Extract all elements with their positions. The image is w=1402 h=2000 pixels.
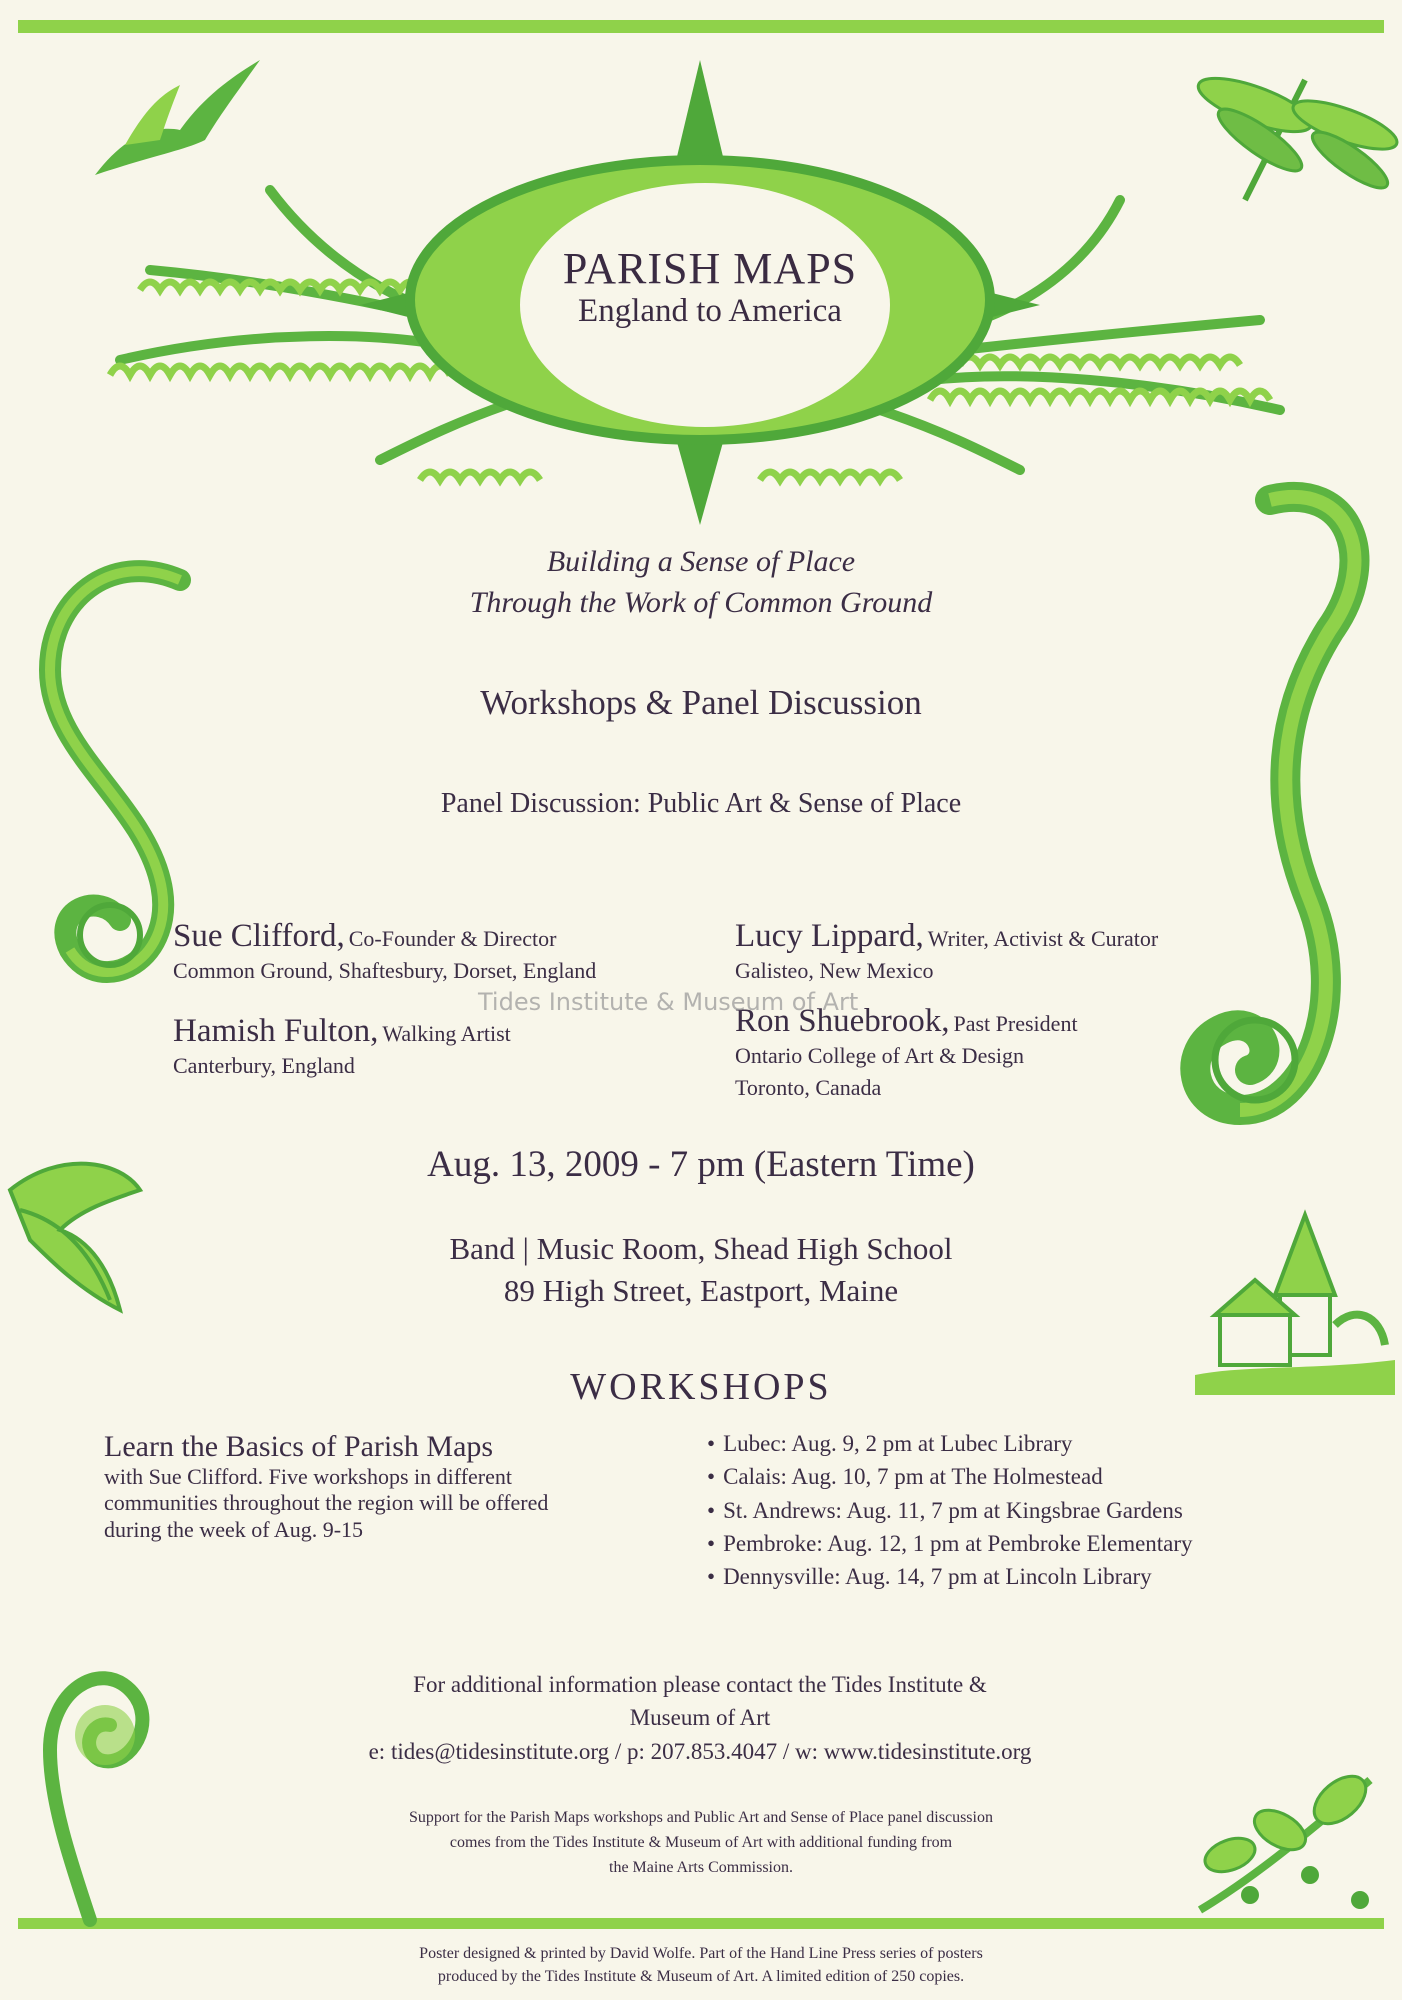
event-datetime: Aug. 13, 2009 - 7 pm (Eastern Time) [427, 1144, 975, 1185]
speaker-lucy-lippard [735, 918, 1158, 987]
title-block [470, 245, 950, 330]
support-line-3: the Maine Arts Commission. [609, 1858, 793, 1876]
bottom-left-fiddlehead [20, 1640, 170, 1930]
contact-block [300, 1668, 1100, 1768]
speaker-role: Walking Artist [382, 1021, 511, 1046]
support-line-1: Support for the Parish Maps workshops and Public Art and Sense of Place panel discussion [409, 1809, 993, 1826]
speaker-name: Ron Shuebrook, [735, 1003, 950, 1039]
workshops-intro-line: communities throughout the region will be offered [104, 1490, 549, 1516]
workshops-heading: WORKSHOPS [570, 1366, 832, 1408]
speaker-affiliation: Galisteo, New Mexico [735, 958, 934, 983]
support-line-2: comes from the Tides Institute & Museum of Art with additional funding from [449, 1833, 953, 1851]
support-block [0, 1806, 1402, 1880]
speaker-location: Toronto, Canada [735, 1074, 882, 1100]
speaker-hamish-fulton [173, 1013, 511, 1082]
speaker-name: Sue Clifford, [173, 918, 345, 954]
tagline [0, 542, 1402, 623]
speaker-ron-shuebrook [735, 1003, 1078, 1104]
workshop-sessions-list [707, 1427, 1193, 1594]
credits-line-2: produced by the Tides Institute & Museum of Art. A limited edition of 250 copies. [437, 1968, 965, 1986]
bottom-border-band [18, 1918, 1384, 1929]
speaker-affiliation: Ontario College of Art & Design [735, 1043, 1025, 1068]
speaker-affiliation: Canterbury, England [173, 1053, 355, 1078]
speaker-name: Lucy Lippard, [735, 918, 924, 954]
workshops-intro-line: during the week of Aug. 9-15 [104, 1516, 364, 1542]
poster-subtitle: England to America [578, 293, 842, 330]
dragonfly-icon [1185, 50, 1385, 210]
list-item: • Calais: Aug. 10, 7 pm at The Holmestead [707, 1460, 1193, 1493]
speaker-sue-clifford [173, 918, 596, 987]
event-venue [0, 1228, 1402, 1312]
credits-line-1: Poster designed & printed by David Wolfe. Part of the Hand Line Press series of posters [419, 1945, 983, 1962]
contact-line-3: e: tides@tidesinstitute.org / p: 207.853.4047 / w: www.tidesinstitute.org [368, 1738, 1032, 1764]
tagline-line-1: Building a Sense of Place [546, 545, 856, 578]
list-item: • St. Andrews: Aug. 11, 7 pm at Kingsbrae Gardens [707, 1494, 1193, 1527]
speaker-role: Past President [953, 1011, 1078, 1036]
speaker-role: Writer, Activist & Curator [927, 926, 1159, 951]
list-item: • Lubec: Aug. 9, 2 pm at Lubec Library [707, 1427, 1193, 1460]
list-item: • Dennysville: Aug. 14, 7 pm at Lincoln Library [707, 1560, 1193, 1593]
tagline-line-2: Through the Work of Common Ground [469, 585, 933, 619]
contact-line-1: For additional information please contact the Tides Institute & [413, 1672, 987, 1697]
venue-line-1: Band | Music Room, Shead High School [449, 1231, 953, 1266]
workshops-intro-title: Learn the Basics of Parish Maps [104, 1430, 494, 1463]
watermark: Tides Institute & Museum of Art [478, 988, 859, 1016]
bird-icon [85, 55, 265, 185]
speaker-role: Co-Founder & Director [348, 926, 557, 951]
panel-title: Panel Discussion: Public Art & Sense of Place [440, 788, 962, 819]
credits-block [0, 1942, 1402, 1988]
poster-title: PARISH MAPS [562, 244, 858, 293]
speaker-name: Hamish Fulton, [173, 1013, 379, 1049]
speaker-affiliation: Common Ground, Shaftesbury, Dorset, England [173, 958, 597, 983]
section-heading: Workshops & Panel Discussion [480, 683, 922, 722]
list-item: • Pembroke: Aug. 12, 1 pm at Pembroke Elementary [707, 1527, 1193, 1560]
workshops-intro [104, 1430, 704, 1543]
workshops-intro-line: with Sue Clifford. Five workshops in different [104, 1464, 512, 1489]
contact-line-2: Museum of Art [629, 1705, 771, 1731]
venue-line-2: 89 High Street, Eastport, Maine [503, 1272, 899, 1308]
